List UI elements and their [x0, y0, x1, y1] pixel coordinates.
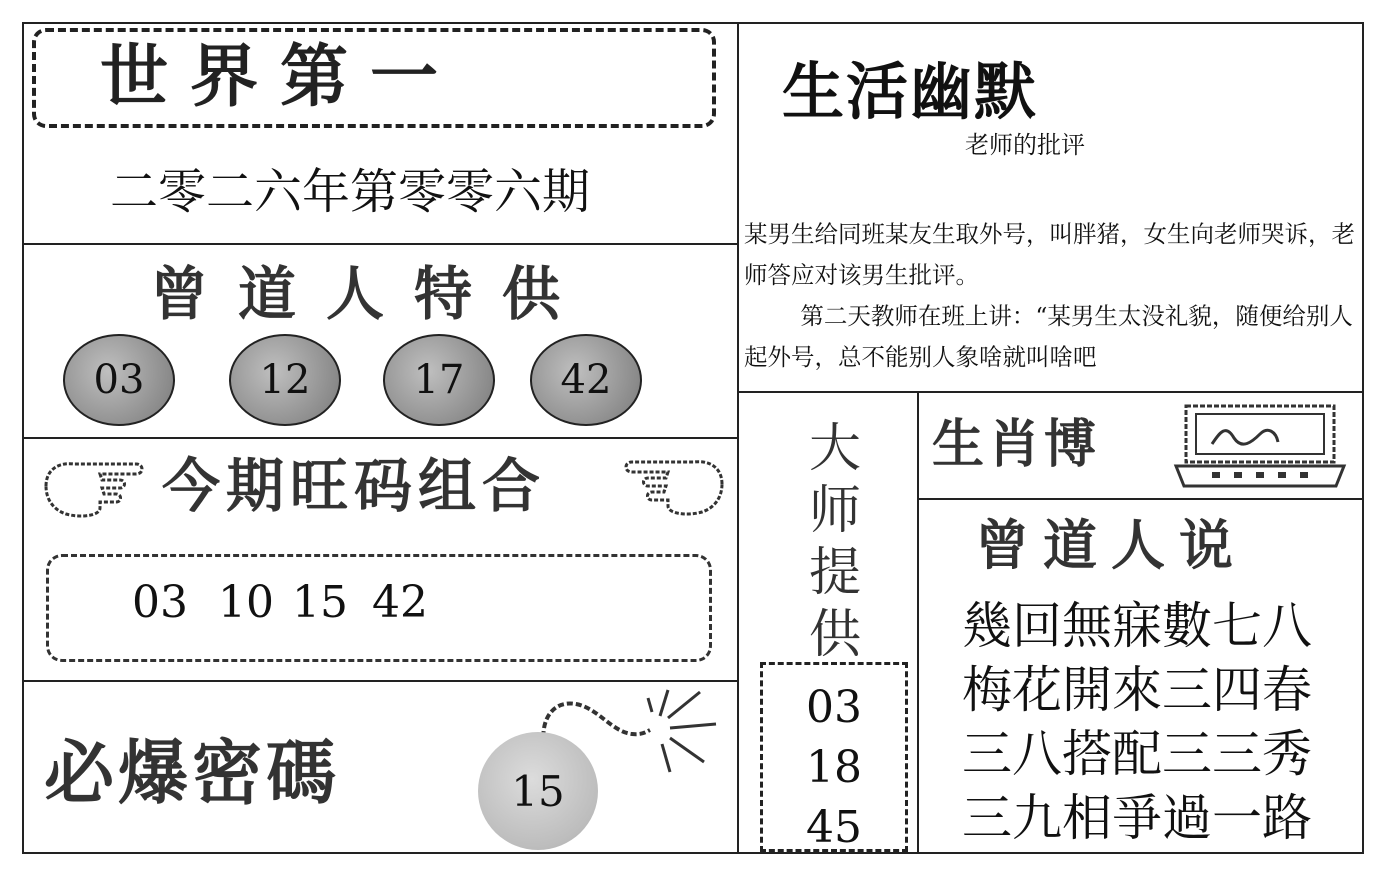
special-number-4: 42	[530, 334, 642, 426]
master-numbers	[760, 678, 908, 858]
poem	[962, 594, 1312, 850]
master-number-3: 45	[806, 802, 862, 853]
bomb-title: 必爆密碼	[44, 731, 340, 814]
master-title	[770, 418, 900, 666]
story-paragraph-2: 第二天教师在班上讲：“某男生太没礼貌，随便给别人起外号，总不能别人象啥就叫啥吧	[744, 302, 1353, 371]
divider-right-1	[737, 391, 1364, 393]
special-number-1: 03	[63, 334, 175, 426]
poem-line-4: 三九相爭過一路	[962, 789, 1312, 847]
bomb-number: 15	[511, 766, 565, 816]
humor-story	[744, 214, 1360, 378]
humor-subtitle: 老师的批评	[965, 131, 1085, 159]
master-title-char-1: 大	[808, 419, 861, 479]
combo-number-4: 42	[372, 577, 428, 628]
divider-right-2	[917, 498, 1364, 500]
bomb-icon	[478, 732, 598, 850]
combo-number-3: 15	[292, 577, 348, 628]
poem-title: 曾道人说	[975, 513, 1247, 577]
special-title: 曾道人特供	[150, 260, 591, 328]
divider-left-2	[22, 437, 738, 439]
master-title-char-3: 提	[808, 543, 861, 603]
master-number-2: 18	[806, 742, 862, 793]
master-number-1: 03	[806, 682, 862, 733]
pointing-hand-icon	[40, 452, 150, 522]
master-title-char-2: 师	[808, 481, 861, 541]
combo-number-1: 03	[132, 577, 188, 628]
pointing-hand-icon	[618, 450, 728, 520]
poem-line-1: 幾回無寐數七八	[962, 597, 1312, 655]
poster-title: 世界第一	[100, 38, 461, 117]
combo-number-2: 10	[218, 577, 274, 628]
issue-number: 二零二六年第零零六期	[110, 164, 591, 220]
poem-line-3: 三八搭配三三秀	[962, 725, 1312, 783]
computer-icon	[1172, 402, 1348, 492]
story-paragraph-1: 某男生给同班某友生取外号，叫胖猪，女生向老师哭诉，老师答应对该男生批评。	[744, 220, 1355, 289]
poem-line-2: 梅花開來三四春	[962, 661, 1312, 719]
humor-title: 生活幽默	[782, 55, 1039, 128]
divider-left-1	[22, 243, 738, 245]
special-number-2: 12	[229, 334, 341, 426]
divider-left-3	[22, 680, 738, 682]
special-number-3: 17	[383, 334, 495, 426]
master-title-char-4: 供	[808, 605, 861, 665]
combo-title: 今期旺码组合	[162, 452, 547, 520]
zodiac-title: 生肖博	[932, 415, 1101, 475]
divider-right-vertical	[917, 391, 919, 854]
